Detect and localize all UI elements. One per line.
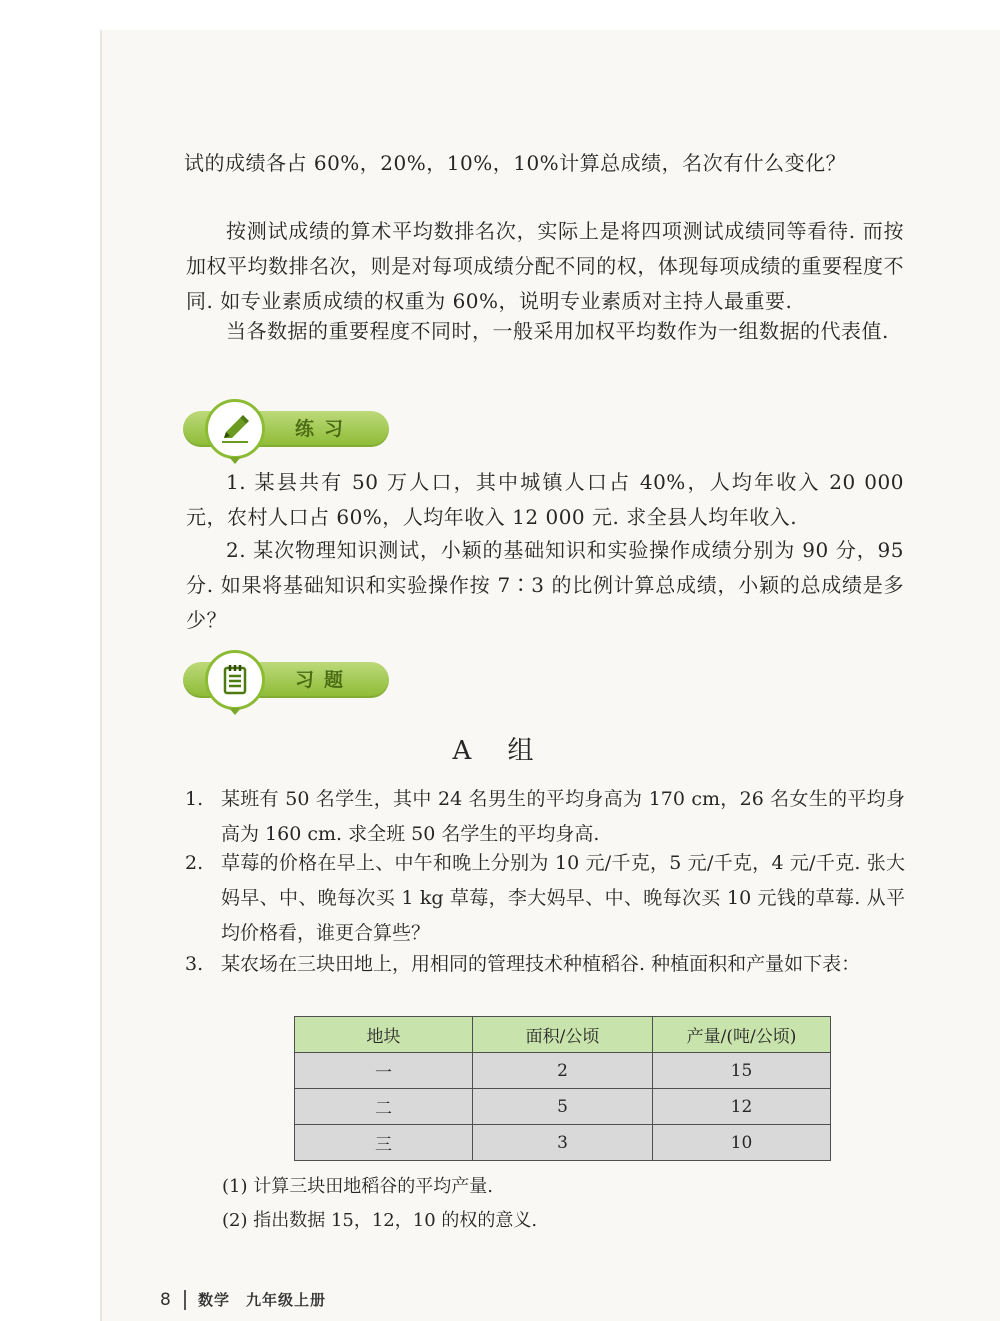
- pencil-icon: [205, 399, 265, 459]
- page-edge: [100, 30, 102, 1321]
- question-1: (1) 计算三块田地稻谷的平均产量.: [222, 1176, 493, 1197]
- practice-banner: [183, 403, 393, 459]
- table-cell: 3: [473, 1125, 653, 1161]
- table-cell: 15: [653, 1053, 831, 1089]
- table-cell: 三: [295, 1125, 473, 1161]
- exercise-item-3: [185, 947, 905, 982]
- page-number: 8: [160, 1290, 171, 1310]
- intro-line: 试的成绩各占 60%，20%，10%，10%计算总成绩，名次有什么变化？: [184, 151, 847, 175]
- exercise-item-2: [185, 846, 905, 951]
- practice-label: 练习: [295, 418, 354, 440]
- table-header-row: [295, 1017, 831, 1053]
- footer-divider: [184, 1290, 186, 1310]
- table-cell: 12: [653, 1089, 831, 1125]
- table-row: [295, 1053, 831, 1089]
- table-cell: 一: [295, 1053, 473, 1089]
- practice-banner-arrow: [229, 457, 241, 464]
- exercise-item-1: [185, 782, 905, 852]
- exercise-number: 3.: [185, 953, 204, 975]
- table-cell: 10: [653, 1125, 831, 1161]
- exercise-label: 习题: [295, 669, 354, 691]
- table-header-cell: 产量/(吨/公顷): [653, 1017, 831, 1053]
- group-a-heading: A 组: [452, 736, 548, 766]
- book-title: 数学 九年级上册: [198, 1291, 327, 1309]
- question-2: (2) 指出数据 15，12，10 的权的意义.: [222, 1210, 538, 1231]
- table-row: [295, 1089, 831, 1125]
- notepad-icon: [205, 650, 265, 710]
- practice-item-2: 2. 某次物理知识测试，小颖的基础知识和实验操作成绩分别为 90 分，95 分. 如果将基础知识和实验操作按 7∶3 的比例计算总成绩，小颖的总成绩是多少？: [186, 538, 904, 632]
- exercise-banner: [183, 654, 393, 710]
- table-cell: 2: [473, 1053, 653, 1089]
- exercise-number: 2.: [185, 852, 204, 874]
- intro-paragraph-2: 当各数据的重要程度不同时，一般采用加权平均数作为一组数据的代表值.: [226, 319, 889, 343]
- table-cell: 5: [473, 1089, 653, 1125]
- exercise-number: 1.: [185, 788, 204, 810]
- exercise-text: 某班有 50 名学生，其中 24 名男生的平均身高为 170 cm，26 名女生的平均身高为 160 cm. 求全班 50 名学生的平均身高.: [221, 788, 905, 845]
- practice-item-1: 1. 某县共有 50 万人口，其中城镇人口占 40%，人均年收入 20 000 元，农村人口占 60%，人均年收入 12 000 元. 求全县人均年收入.: [186, 470, 904, 529]
- table-header-cell: 面积/公顷: [473, 1017, 653, 1053]
- table-header-cell: 地块: [295, 1017, 473, 1053]
- table-cell: 二: [295, 1089, 473, 1125]
- exercise-banner-arrow: [229, 708, 241, 715]
- intro-paragraph-1: 按测试成绩的算术平均数排名次，实际上是将四项测试成绩同等看待. 而按加权平均数排名次，则是对每项成绩分配不同的权，体现每项成绩的重要程度不同. 如专业素质成绩的权重为 60%，说明专业素质对主持人最重要.: [186, 219, 904, 313]
- table-row: [295, 1125, 831, 1161]
- exercise-text: 某农场在三块田地上，用相同的管理技术种植稻谷. 种植面积和产量如下表：: [221, 953, 861, 975]
- exercise-text: 草莓的价格在早上、中午和晚上分别为 10 元/千克，5 元/千克，4 元/千克. 张大妈早、中、晚每次买 1 kg 草莓，李大妈早、中、晚每次买 10 元钱的草莓. 从平均价格看，谁更合算些？: [221, 852, 905, 944]
- yield-table: [294, 1016, 831, 1161]
